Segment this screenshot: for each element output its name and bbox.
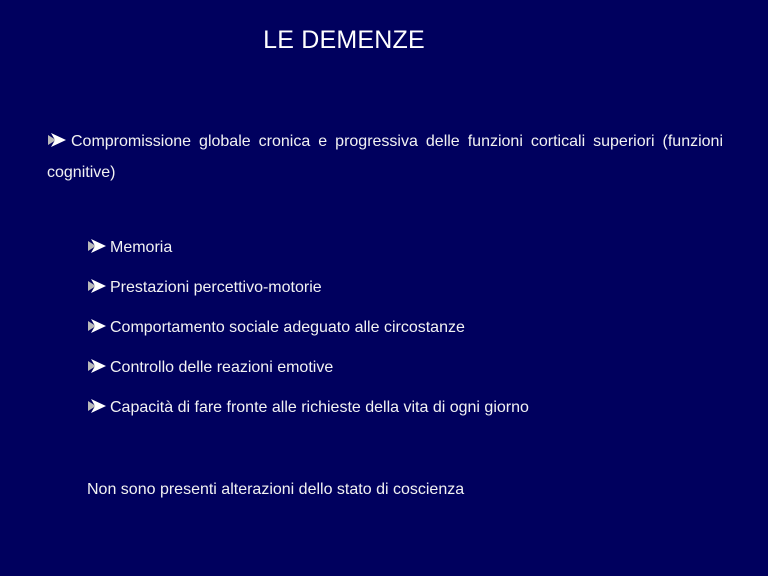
sub-bullet-item bbox=[87, 233, 529, 273]
arrow-bullet-icon bbox=[87, 358, 107, 374]
slide-note: Non sono presenti alterazioni dello stato di coscienza bbox=[87, 481, 465, 498]
sub-bullet-text: Comportamento sociale adeguato alle circostanze bbox=[110, 319, 465, 336]
sub-bullet-text: Controllo delle reazioni emotive bbox=[110, 359, 334, 376]
arrow-bullet-icon bbox=[87, 278, 107, 294]
arrow-bullet-icon bbox=[87, 398, 107, 414]
arrow-bullet-icon bbox=[47, 132, 67, 148]
sub-bullet-text: Prestazioni percettivo-motorie bbox=[110, 279, 322, 296]
sub-bullet-list bbox=[87, 233, 529, 433]
main-bullet bbox=[47, 126, 723, 188]
sub-bullet-item bbox=[87, 353, 529, 393]
arrow-bullet-icon bbox=[87, 238, 107, 254]
main-bullet-text: Compromissione globale cronica e progressiva delle funzioni corticali superiori (funzioni cognitive) bbox=[47, 133, 723, 181]
arrow-bullet-icon bbox=[87, 318, 107, 334]
sub-bullet-text: Memoria bbox=[110, 239, 173, 256]
sub-bullet-item bbox=[87, 313, 529, 353]
sub-bullet-text: Capacità di fare fronte alle richieste della vita di ogni giorno bbox=[110, 399, 529, 416]
slide-title: LE DEMENZE bbox=[263, 26, 425, 54]
sub-bullet-item bbox=[87, 393, 529, 433]
sub-bullet-item bbox=[87, 273, 529, 313]
